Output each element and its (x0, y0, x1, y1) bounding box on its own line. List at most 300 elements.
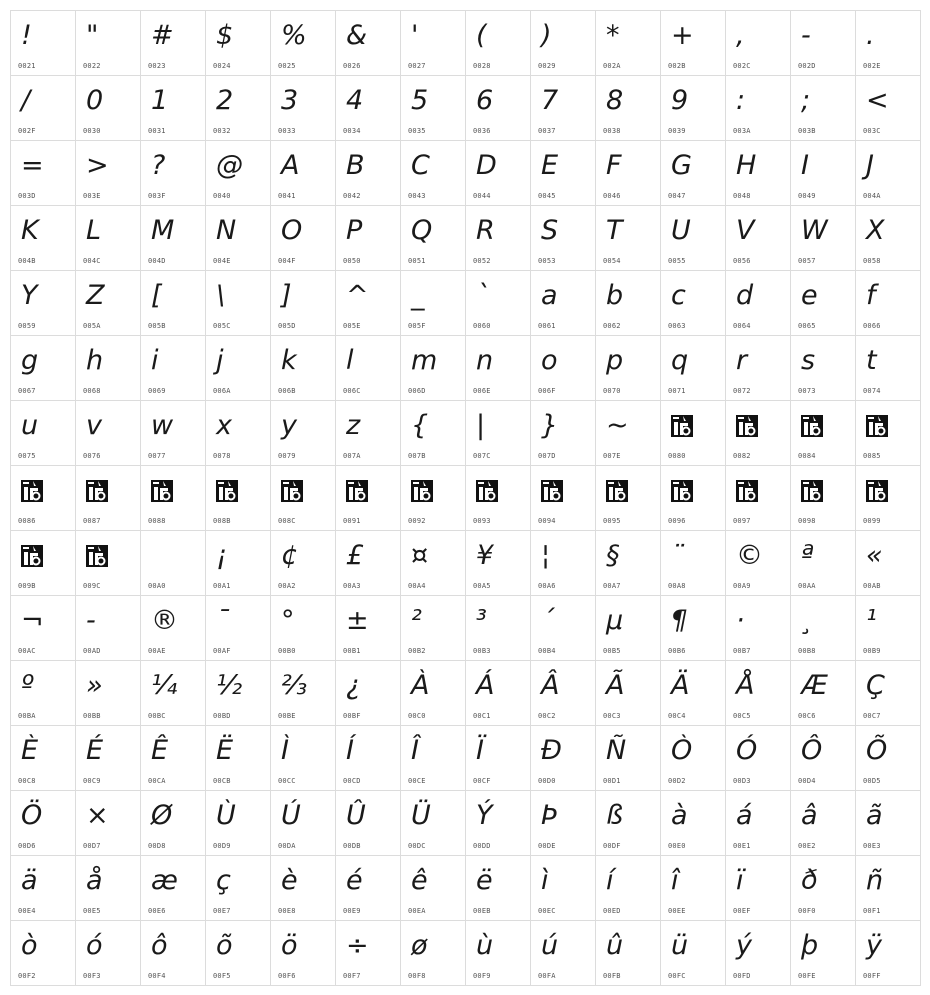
glyph-char: = (21, 150, 44, 181)
glyph-cell (76, 401, 141, 466)
missing-glyph-icon (671, 480, 693, 502)
glyph-char: e (801, 280, 818, 311)
glyph-char: ñ (866, 865, 884, 896)
glyph-char: Ô (801, 735, 823, 766)
glyph-code: 00A4 (408, 582, 426, 590)
glyph-cell (726, 531, 791, 596)
glyph-code: 007E (603, 452, 621, 460)
glyph-code: 005B (148, 322, 166, 330)
glyph-code: 00CB (213, 777, 231, 785)
glyph-char: ³ (476, 605, 487, 636)
glyph-code: 00FE (798, 972, 816, 980)
glyph-char: ' (411, 20, 419, 51)
glyph-code: 00F6 (278, 972, 296, 980)
glyph-code: 004A (863, 192, 881, 200)
glyph-char: c (671, 280, 686, 311)
glyph-code: 00C7 (863, 712, 881, 720)
glyph-cell (401, 661, 466, 726)
glyph-cell (596, 856, 661, 921)
glyph-cell (856, 726, 921, 791)
glyph-cell (271, 856, 336, 921)
glyph-code: 00AA (798, 582, 816, 590)
glyph-cell (206, 791, 271, 856)
glyph-code: 00D5 (863, 777, 881, 785)
glyph-cell (726, 271, 791, 336)
glyph-char: Ñ (606, 735, 627, 766)
glyph-code: 00B1 (343, 647, 361, 655)
glyph-code: 003D (18, 192, 36, 200)
glyph-cell (336, 76, 401, 141)
glyph-cell (661, 856, 726, 921)
glyph-code: 0094 (538, 517, 556, 525)
glyph-cell (11, 11, 76, 76)
glyph-code: 003B (798, 127, 816, 135)
glyph-cell (206, 76, 271, 141)
glyph-code: 00F7 (343, 972, 361, 980)
glyph-cell (401, 336, 466, 401)
glyph-char: d (736, 280, 754, 311)
glyph-code: 00F8 (408, 972, 426, 980)
glyph-code: 006D (408, 387, 426, 395)
glyph-char: ¡ (216, 540, 227, 571)
glyph-char: f (866, 280, 876, 311)
glyph-char: § (606, 540, 620, 571)
glyph-cell (466, 11, 531, 76)
glyph-char: C (411, 150, 430, 181)
glyph-cell (271, 726, 336, 791)
glyph-cell (401, 76, 466, 141)
glyph-cell (856, 141, 921, 206)
glyph-cell (726, 401, 791, 466)
glyph-cell (206, 726, 271, 791)
glyph-cell (76, 11, 141, 76)
glyph-code: 00CD (343, 777, 361, 785)
glyph-char: u (21, 410, 39, 441)
glyph-cell (596, 11, 661, 76)
missing-glyph-icon (151, 480, 173, 502)
glyph-cell (11, 791, 76, 856)
glyph-code: 002C (733, 62, 751, 70)
glyph-char: Ø (151, 800, 173, 831)
glyph-char: ! (21, 20, 32, 51)
glyph-char: l (346, 345, 354, 376)
glyph-cell (336, 401, 401, 466)
glyph-char: » (86, 670, 103, 701)
glyph-code: 00A9 (733, 582, 751, 590)
glyph-cell (76, 661, 141, 726)
glyph-cell (531, 791, 596, 856)
glyph-char: h (86, 345, 104, 376)
glyph-code: 005A (83, 322, 101, 330)
glyph-char: | (476, 410, 486, 441)
glyph-char: ¢ (281, 540, 299, 571)
glyph-code: 0080 (668, 452, 686, 460)
glyph-char: a (541, 280, 558, 311)
glyph-cell (271, 336, 336, 401)
glyph-char: r (736, 345, 748, 376)
glyph-char: < (866, 85, 889, 116)
glyph-cell (11, 596, 76, 661)
glyph-cell (531, 11, 596, 76)
glyph-code: 007C (473, 452, 491, 460)
glyph-cell (466, 921, 531, 986)
glyph-code: 0087 (83, 517, 101, 525)
glyph-code: 0084 (798, 452, 816, 460)
glyph-code: 0096 (668, 517, 686, 525)
glyph-code: 0032 (213, 127, 231, 135)
glyph-cell (856, 271, 921, 336)
glyph-char: ( (476, 20, 487, 51)
glyph-cell (76, 791, 141, 856)
glyph-char: · (736, 605, 745, 636)
glyph-cell (271, 921, 336, 986)
glyph-cell (856, 76, 921, 141)
glyph-char: ¿ (346, 670, 361, 701)
glyph-char: þ (801, 930, 819, 961)
glyph-code: 00B2 (408, 647, 426, 655)
glyph-cell (271, 206, 336, 271)
glyph-code: 00D1 (603, 777, 621, 785)
glyph-code: 00E3 (863, 842, 881, 850)
glyph-code: 00DE (538, 842, 556, 850)
glyph-code: 0068 (83, 387, 101, 395)
glyph-char: º (21, 670, 34, 701)
glyph-code: 004D (148, 257, 166, 265)
glyph-cell (791, 401, 856, 466)
glyph-char: 0 (86, 85, 104, 116)
glyph-code: 00F4 (148, 972, 166, 980)
glyph-cell (401, 531, 466, 596)
glyph-char: ç (216, 865, 231, 896)
glyph-cell (596, 141, 661, 206)
glyph-char: ÷ (346, 930, 369, 961)
glyph-char: ¸ (801, 605, 815, 636)
glyph-cell (336, 466, 401, 531)
glyph-code: 004F (278, 257, 296, 265)
glyph-cell (206, 206, 271, 271)
glyph-code: 003A (733, 127, 751, 135)
glyph-code: 00EA (408, 907, 426, 915)
glyph-code: 00CA (148, 777, 166, 785)
glyph-char: Z (86, 280, 105, 311)
glyph-code: 0038 (603, 127, 621, 135)
glyph-char: ¥ (476, 540, 494, 571)
glyph-code: 0072 (733, 387, 751, 395)
missing-glyph-icon (606, 480, 628, 502)
glyph-cell (531, 271, 596, 336)
glyph-code: 00AF (213, 647, 231, 655)
glyph-cell (336, 791, 401, 856)
glyph-code: 0035 (408, 127, 426, 135)
glyph-char: p (606, 345, 624, 376)
glyph-cell (141, 401, 206, 466)
glyph-char: ó (86, 930, 103, 961)
glyph-char: w (151, 410, 174, 441)
glyph-code: 00F3 (83, 972, 101, 980)
glyph-char: ¦ (541, 540, 551, 571)
glyph-cell (466, 856, 531, 921)
glyph-cell (76, 336, 141, 401)
glyph-code: 00CF (473, 777, 491, 785)
glyph-cell (271, 466, 336, 531)
glyph-char: Ò (671, 735, 693, 766)
glyph-code: 00AD (83, 647, 101, 655)
glyph-code: 00EC (538, 907, 556, 915)
glyph-char: £ (346, 540, 364, 571)
glyph-cell (466, 466, 531, 531)
glyph-code: 00A3 (343, 582, 361, 590)
glyph-cell (661, 76, 726, 141)
glyph-cell (596, 336, 661, 401)
glyph-code: 008B (213, 517, 231, 525)
glyph-code: 002F (18, 127, 36, 135)
glyph-char: - (86, 605, 96, 636)
glyph-cell (856, 596, 921, 661)
glyph-char: à (671, 800, 688, 831)
glyph-cell (401, 596, 466, 661)
glyph-cell (336, 726, 401, 791)
glyph-cell (11, 76, 76, 141)
glyph-code: 0057 (798, 257, 816, 265)
glyph-cell (791, 921, 856, 986)
missing-glyph-icon (21, 480, 43, 502)
glyph-char: ë (476, 865, 493, 896)
glyph-char: v (86, 410, 102, 441)
glyph-cell (726, 856, 791, 921)
glyph-char: ´ (541, 605, 555, 636)
glyph-code: 00C4 (668, 712, 686, 720)
glyph-cell (791, 726, 856, 791)
glyph-cell (271, 661, 336, 726)
glyph-cell (726, 336, 791, 401)
glyph-code: 006E (473, 387, 491, 395)
glyph-code: 00F1 (863, 907, 881, 915)
glyph-cell (401, 271, 466, 336)
glyph-cell (791, 466, 856, 531)
glyph-char: M (151, 215, 175, 246)
glyph-char: R (476, 215, 495, 246)
glyph-cell (206, 661, 271, 726)
glyph-cell (791, 271, 856, 336)
glyph-char: ú (541, 930, 559, 961)
glyph-char: µ (606, 605, 624, 636)
glyph-cell (76, 596, 141, 661)
glyph-code: 00A8 (668, 582, 686, 590)
glyph-cell (661, 791, 726, 856)
glyph-code: 00FB (603, 972, 621, 980)
glyph-char: q (671, 345, 689, 376)
glyph-code: 005E (343, 322, 361, 330)
glyph-char: Õ (866, 735, 888, 766)
glyph-cell (336, 206, 401, 271)
glyph-cell (11, 726, 76, 791)
glyph-char: Ó (736, 735, 758, 766)
glyph-char: ô (151, 930, 168, 961)
glyph-code: 0053 (538, 257, 556, 265)
glyph-code: 00F2 (18, 972, 36, 980)
glyph-code: 00C3 (603, 712, 621, 720)
glyph-cell (466, 271, 531, 336)
glyph-cell (466, 791, 531, 856)
glyph-code: 005D (278, 322, 296, 330)
glyph-code: 0069 (148, 387, 166, 395)
glyph-code: 00CE (408, 777, 426, 785)
glyph-code: 0045 (538, 192, 556, 200)
glyph-cell (206, 11, 271, 76)
glyph-cell (11, 336, 76, 401)
glyph-char: V (736, 215, 755, 246)
glyph-cell (141, 271, 206, 336)
glyph-cell (856, 401, 921, 466)
glyph-char: ö (281, 930, 298, 961)
glyph-code: 00DA (278, 842, 296, 850)
glyph-char: i (151, 345, 159, 376)
glyph-cell (401, 921, 466, 986)
glyph-code: 0024 (213, 62, 231, 70)
glyph-code: 0029 (538, 62, 556, 70)
glyph-code: 0098 (798, 517, 816, 525)
glyph-code: 00E6 (148, 907, 166, 915)
glyph-cell (336, 921, 401, 986)
glyph-cell (76, 856, 141, 921)
glyph-code: 008C (278, 517, 296, 525)
glyph-char: 8 (606, 85, 624, 116)
glyph-cell (336, 11, 401, 76)
glyph-cell (791, 596, 856, 661)
glyph-cell (856, 11, 921, 76)
glyph-cell (206, 271, 271, 336)
glyph-char: s (801, 345, 816, 376)
glyph-char: 6 (476, 85, 494, 116)
glyph-cell (141, 11, 206, 76)
glyph-cell (791, 661, 856, 726)
glyph-char: - (801, 20, 811, 51)
glyph-char: J (866, 150, 874, 181)
glyph-cell (336, 531, 401, 596)
glyph-cell (661, 661, 726, 726)
glyph-cell (531, 141, 596, 206)
missing-glyph-icon (541, 480, 563, 502)
glyph-cell (206, 596, 271, 661)
glyph-char: ð (801, 865, 818, 896)
glyph-cell (531, 466, 596, 531)
glyph-char: _ (411, 280, 425, 311)
glyph-cell (531, 856, 596, 921)
glyph-code: 00BB (83, 712, 101, 720)
glyph-char: ï (736, 865, 744, 896)
glyph-code: 0028 (473, 62, 491, 70)
glyph-cell (76, 141, 141, 206)
glyph-code: 00BF (343, 712, 361, 720)
glyph-code: 00FD (733, 972, 751, 980)
missing-glyph-icon (736, 480, 758, 502)
glyph-char: X (866, 215, 885, 246)
glyph-char: ? (151, 150, 166, 181)
glyph-cell (791, 531, 856, 596)
glyph-char: k (281, 345, 297, 376)
glyph-code: 0097 (733, 517, 751, 525)
glyph-cell (596, 791, 661, 856)
glyph-code: 0064 (733, 322, 751, 330)
glyph-char: É (86, 735, 104, 766)
glyph-code: 0067 (18, 387, 36, 395)
glyph-char: ù (476, 930, 494, 961)
glyph-code: 00ED (603, 907, 621, 915)
glyph-char: ¹ (866, 605, 877, 636)
glyph-char: â (801, 800, 818, 831)
glyph-code: 00E9 (343, 907, 361, 915)
glyph-cell (206, 401, 271, 466)
glyph-cell (141, 336, 206, 401)
glyph-code: 0051 (408, 257, 426, 265)
glyph-code: 0036 (473, 127, 491, 135)
glyph-code: 00BE (278, 712, 296, 720)
glyph-char: ¶ (671, 605, 689, 636)
glyph-code: 00E5 (83, 907, 101, 915)
glyph-char: Ý (476, 800, 493, 831)
glyph-cell (466, 596, 531, 661)
glyph-code: 0042 (343, 192, 361, 200)
glyph-cell (206, 921, 271, 986)
glyph-cell (271, 11, 336, 76)
glyph-code: 0073 (798, 387, 816, 395)
glyph-cell (11, 856, 76, 921)
glyph-code: 0092 (408, 517, 426, 525)
glyph-char: ý (736, 930, 752, 961)
glyph-cell (206, 141, 271, 206)
glyph-code: 0023 (148, 62, 166, 70)
glyph-char: L (86, 215, 102, 246)
glyph-cell (661, 336, 726, 401)
glyph-cell (856, 206, 921, 271)
glyph-code: 00EE (668, 907, 686, 915)
glyph-cell (856, 466, 921, 531)
glyph-char: O (281, 215, 303, 246)
glyph-cell (661, 921, 726, 986)
glyph-char: N (216, 215, 237, 246)
glyph-char: [ (151, 280, 162, 311)
glyph-code: 00D6 (18, 842, 36, 850)
glyph-code: 0043 (408, 192, 426, 200)
glyph-cell (791, 791, 856, 856)
glyph-code: 0074 (863, 387, 881, 395)
glyph-code: 0066 (863, 322, 881, 330)
glyph-char: ¤ (411, 540, 429, 571)
glyph-cell (141, 791, 206, 856)
glyph-char: Í (346, 735, 354, 766)
glyph-char: t (866, 345, 877, 376)
glyph-code: 0063 (668, 322, 686, 330)
glyph-code: 00E4 (18, 907, 36, 915)
glyph-char: è (281, 865, 298, 896)
glyph-code: 00B3 (473, 647, 491, 655)
glyph-char: Ú (281, 800, 301, 831)
glyph-code: 00E1 (733, 842, 751, 850)
glyph-char: K (21, 215, 39, 246)
glyph-code: 0040 (213, 192, 231, 200)
glyph-code: 0058 (863, 257, 881, 265)
glyph-code: 003F (148, 192, 166, 200)
glyph-code: 0021 (18, 62, 36, 70)
glyph-code: 00BA (18, 712, 36, 720)
glyph-code: 006A (213, 387, 231, 395)
glyph-code: 00D4 (798, 777, 816, 785)
glyph-code: 0091 (343, 517, 361, 525)
glyph-char: U (671, 215, 691, 246)
glyph-char: × (86, 800, 109, 831)
glyph-cell (336, 596, 401, 661)
glyph-code: 0050 (343, 257, 361, 265)
